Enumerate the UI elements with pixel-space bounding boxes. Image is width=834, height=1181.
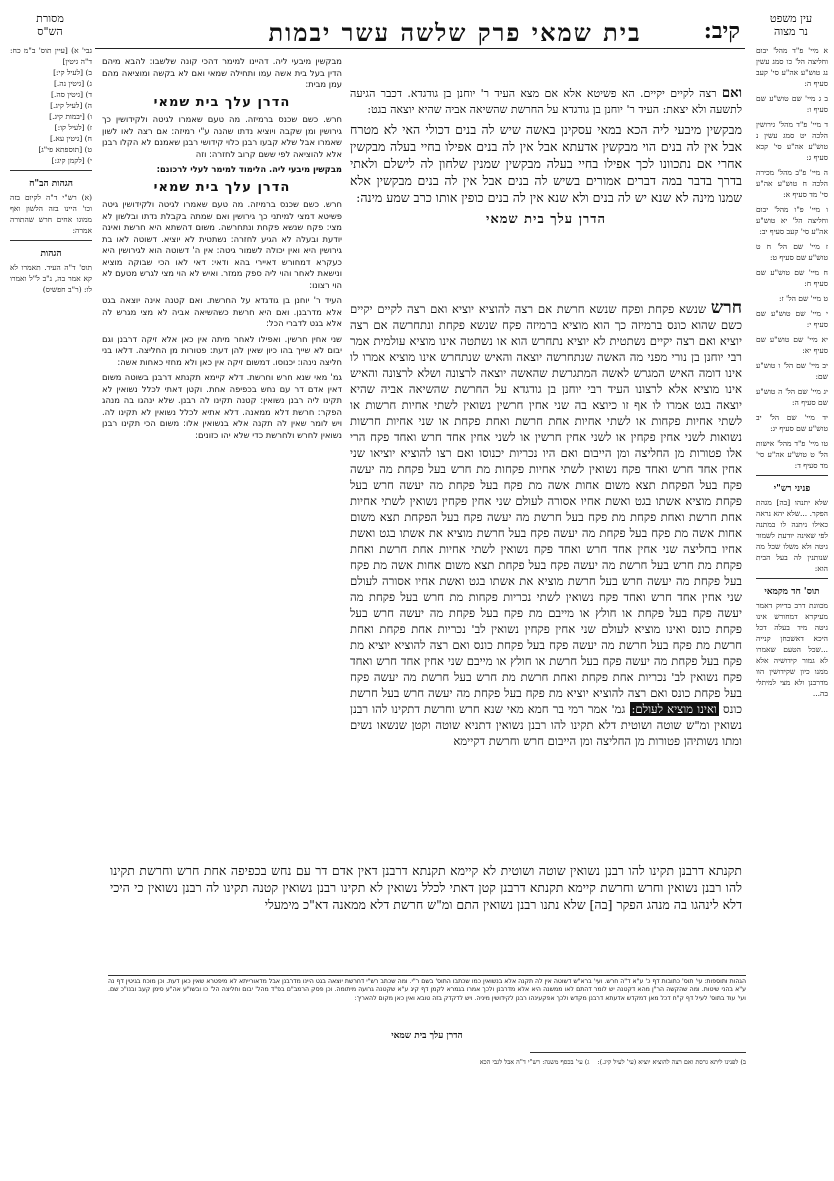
ein-mishpat-item: ט מיי' שם הל' ז: (779, 294, 828, 303)
footnote-note-b: ג) עי' בכסף משנה: רש"י ד"ה אבל לגבי הכא (479, 1058, 590, 1066)
gemara-top-p1-text: רצה לקיים יקיים. הא פשיטא אלא אם מצא העיד ר' יוחנן בן גודגדא. דכבר הגיעה לתשעה ולא יצאת: העיד ר' יוחנן בן גודגדא על החרשת שהשיאה אביה שהיא יוצאה בגט: (350, 87, 742, 116)
mishnah-opening: חרש (710, 300, 742, 318)
mesoret-list (10, 45, 92, 166)
footnote-notes (108, 1058, 746, 1067)
tosafot-right-title: תוס' חד מקמאי (764, 587, 820, 597)
hagahot-habach-box (10, 170, 92, 236)
ein-mishpat-item: ו מיי' פ"ו מהל' יבום וחליצה הל' יא טוש"ע אה"ע סי' קעב סעיף יב: (756, 205, 828, 236)
mesoret-item: ג) [גיטין נה.] (53, 79, 92, 88)
rashi-hadran: הדרן עלך בית שמאי (153, 94, 291, 110)
mesoret-heading: מסורת הש"ס (36, 12, 64, 38)
ein-mishpat-list (756, 45, 828, 471)
mesoret-item: ב) [לעיל קי:] (53, 68, 92, 77)
ein-mishpat-item: יד מיי' שם הל' יב טוש"ע שם סעיף יג: (756, 413, 828, 433)
mesoret-item: ח) [גיטין עא.] (50, 134, 92, 143)
gemara-top (350, 86, 742, 286)
footnotes: הגהות ותוספות: עי' תוס' כתובות דף כ' ע"א ד"ה חרש. ועי' ברא"ש דשוטה אין לה תקנה אלא בנשואין כמו שכתבו התוס' בשם ר"י. ומה שכתב רש"י דחרשת יוצאה בגט היינו מדרבנן אבל מדאורייתא לא מיפטרא שאין כאן דעת. וכן מוכח בגיטין דף נה ע"א בהני שיטות. ומה שהקשה הר"ן מהא דקטנה יש לומר דהתם לאו ממשנה היא אלא מדרבנן ולכך אמרו בגמרא לקמן דף קיג ע"א שקטנה גרועה מיתומה. וכן פסק הרמב"ם בפ"ד מהל' יבום וחליצה הל' כו ובשו"ע אה"ע סימן קעב ובנו"כ שם. ועי' עוד בתוס' לעיל דף ק"ח דכל מאן דמקדש אדעתא דרבנן מקדש ולכך אפקעינהו רבנן לקידושין מיניה. ויש לדקדק בזה טובא ואין כאן מקום להאריך: (108, 978, 746, 1002)
page-title: בית שמאי פרק שלשה עשר יבמות (268, 18, 642, 47)
ein-mishpat-item: ז מיי' שם הל' ח ט טוש"ע שם סעיף ט: (756, 242, 828, 262)
mesoret-item: ה) [לעיל קיג.] (50, 101, 92, 110)
ein-mishpat-item: א מיי' פ"ד מהל' יבום וחליצה הל' כו סמג עשין נג טוש"ע אה"ע סי' קעב סעיף ה: (756, 46, 828, 88)
ein-mishpat-item: טו מיי' פ"ד מהל' אישות הל' ט טוש"ע אה"ע סי' מד סעיף ד: (756, 439, 828, 470)
hagahot-habach-text: (א) רש"י ד"ה לקיום בזה וכו' היינו בזה הלשון ואף ממוגו אחים חרש שהתורה אמרה: (10, 193, 92, 235)
ein-mishpat-item: ח מיי' שם טוש"ע שם סעיף ח: (756, 268, 828, 288)
mesoret-column (10, 45, 92, 665)
rashi-block (102, 56, 342, 160)
hadran-main: הדרן עלך בית שמאי (485, 212, 607, 227)
ein-mishpat-item: יא מיי' שם טוש"ע שם סעיף יא: (756, 335, 828, 355)
footnote-divider (108, 975, 746, 976)
mesoret-item: ט) [תוספתא פי"ג] (38, 145, 92, 154)
footnote-note-a: ב) לפנינו ליתא גרסת ואם רצה להוציא יוציא (עי' לעיל קיג.): (597, 1058, 746, 1066)
gemara-top-p1 (350, 86, 742, 117)
hagahot-box (10, 240, 92, 295)
ein-mishpat-item: יב מיי' שם הל' ו טוש"ע שם: (756, 361, 828, 381)
ein-mishpat-item: יג מיי' שם הל' ה טוש"ע שם סעיף ה: (756, 387, 828, 407)
mesoret-item: ז) [לעיל קו:] (54, 123, 92, 132)
opening-word: ואם (721, 86, 742, 101)
tosafot-p6: גמ' מאי שנא חרש וחרשת. דלא קיימא תקנתא דרבנן בשוטה משום דאין אדם דר עם נחש בכפיפה אחת. וקטן דאתי לכלל נשואין לא תקינו ליה רבנן נשואין: קטנה תקינו לה רבנן. שלא ינהגו בה מנהג הפקר: חרשת דלא ממאנה. דלא אתיא לכלל נשואין לא תקינו לה. ויש לומר שאין לה תקנה אלא בנשואין אלו: משום הכי תקינו רבנן נשואין לחרש ולחרשת כדי שלא יהו כזונים: (102, 372, 342, 440)
ein-mishpat-item: י מיי' שם טוש"ע שם סעיף י: (756, 309, 828, 329)
footnote-divider-2 (530, 1052, 746, 1053)
gemara-bottom-text: תקנתא דרבנן תקינו להו רבנן נשואין שוטה ושוטית לא קיימא תקנתא דרבנן דאין אדם דר עם נחש בכפיפה אחת חרש וחרשת תקינו להו רבנן נשואין וחרש וחרשת קיימא תקנתא דרבנן קטן דאתי לכלל נשואין לא תקינו רבנן נשואין קטנה תקינו לה רבנן נשואין כי היכי דלא לינהגו בה מנהג הפקר [בה] שלא נתנו רבנן נשואין התם ומ"ש חרשת דלא ממאנה דא"כ מימעלי (110, 863, 742, 912)
tosafot-p1: מבקשין מיבעי ליה. הלימוד למימר לעלי לרכונם: (156, 164, 342, 174)
mishnah-text: שנשא פקחת ופקח שנשא חרשת אם רצה להוציא יוציא ואם רצה לקיים יקיים כשם שהוא כונס ברמיזה כך הוא מוציא ברמיזה פקח שנשא פקחת ונתחרשה אם רצה יוציא ואם רצה יקיים נשתטית לא יוציא נתחרש הוא או נשתטה אינו מוציא עולמית אמר רבי יוחנן בן נורי מפני מה האשה שנתחרשה יוצאה והאיש שנתחרש אינו מוציא אמרו לו אינו דומה האיש המגרש לאשה המתגרשת שהאשה יוצאה לרצונה ושלא לרצונה והאיש אינו מוציא אלא לרצונו העיד רבי יוחנן בן גודגדא על החרשת שהשיאה אביה שהיא יוצאה בגט אמרו לו אף זו כיוצא בה שני אחין חרשין נשואין לשתי אחיות חרשות או לשתי אחיות פקחות או לשתי אחיות אחת חרשת ואחת פקחת או שני אחיות חרשות נשואות לשני אחין פקחין או לשני אחין חרשין או לשני אחין אחד חרש ואחד פקח הרי אלו פטורות מן החליצה ומן הייבום ואם היו נכריות יכנוסו ואם רצו להוציא יוציאו שני אחין אחד חרש ואחד פקח נשואין לשתי אחיות פקחות מת חרש בעל פקחת מה יעשה פקח בעל הפקחת תצא משום אחות אשה מת פקח בעל פקחת מה יעשה חרש בעל פקחת מוציא אשתו בגט ואשת אחיו אסורה לעולם שני אחין פקחין נשואין לשתי אחיות אחת חרשת ואחת פקחת מת פקח בעל חרשת מה יעשה פקח בעל הפקחת תצא משום אחות אשה מת פקח בעל פקחת מה יעשה פקח בעל חרשת מוציא את אשתו בגט ואשת אחיו בחליצה שני אחין אחד חרש ואחד פקח נשואין לשתי אחיות אחת חרשת ואחת פקחת מת חרש בעל חרשת מה יעשה פקח בעל פקחת תצא משום אחות אשה מת פקח בעל פקחת מה יעשה חרש בעל חרשת מוציא את אשתו בגט ואשת אחיו אסורה לעולם שני אחין אחד חרש ואחד פקח נשואין לשתי נכריות פקחות מת חרש בעל פקחת מה יעשה פקח בעל פקחת או חולץ או מייבם מת פקח בעל פקחת מה יעשה חרש בעל פקחת כונס ואינו מוציא לעולם שני אחין פקחין נשואין לב' נכריות אחת פקחת ואחת חרשת מת פקח בעל חרשת מה יעשה פקח בעל פקחת כונס ואם רצה להוציא יוציא מת פקח בעל פקחת מה יעשה פקח בעל חרשת או חולץ או מייבם שני אחין אחד חרש ואחד פקח נשואין לב' נכריות אחת פקחת ואחת חרשת מת חרש בעל חרשת מה יעשה פקח בעל פקחת כונס ואם רצה להוציא יוציא מת פקח בעל פקחת מה יעשה חרש בעל חרשת כונס (350, 302, 742, 716)
ein-mishpat-heading: עין משפט נר מצוה (769, 12, 813, 38)
mesoret-item: ו) [יבמות קיג.] (49, 112, 92, 121)
tosafot-p4: העיד ר' יוחנן בן גודגדא על החרשת. ואם קטנה אינה יוצאה בגט אלא מדרבנן. ואם היא חרשת כשהשיאה אביה לא מצי מגרש לה אלא בגט לדברי הכל: (102, 295, 342, 328)
tosafot-hadran: הדרן עלך בית שמאי (153, 179, 291, 195)
footnote-hadran: הדרן עלך בית שמאי (391, 1031, 463, 1041)
pnei-rashi-text: שלא יתנהו [בה] מגהת הפקר. ...שלא יהא נראה כאילו ניתנה לו במתנה לפי שאינה יודעת לשמור גיטה ולא משלו שכל מה שנותנין לה בעל הבית הוא: (756, 498, 828, 573)
mesoret-item: י) [לקמן קיג:] (51, 156, 92, 165)
hagahot-habach-title: הגהות הב"ח (29, 179, 73, 189)
header-divider (95, 48, 745, 49)
rashi-p2: חרש. כשם שכנס ברמיזה. מה טעם שאמרו לגיטה ולקידושין כך גירושין ומן שקבה ויוציא נדתו שהנה ע"י רמיזה: אם רצה לאו לשון שאמרו אבל שלא קבעו רבנן כלוי קידושי רבנן שאמנם לא הקלו רבנן אלא להוציאה לפי ששם קרוב לחזרה: וזה (102, 114, 342, 159)
ein-mishpat-column (756, 45, 828, 765)
tosafot-right-text: מכוונת דרב בדיוק דאמר מעיקרא דמחורש אינו גיטה מיד בעלה דכל היכא דאשכחן קנייה ...שכל הטעם שאמרו לא גמור קידושיה אלא ממנו כיון שקידושין הוו מדרבנן ולא מצי למיתלי בה... (756, 601, 828, 698)
gemara-bottom (110, 862, 742, 972)
hagahot-text: תוס' ד"ה העיד. תאמרו לא קא אמר בה, נ"ב ל"ל ואמרו לו: (ר"ב חפשיס) (10, 263, 92, 294)
ein-mishpat-item: ב ג מיי' שם טוש"ע שם סעיף ו: (756, 94, 828, 114)
mishnah-p1 (350, 300, 742, 749)
tosafot-p3: חרש. כשם שכנס ברמיזה. מה טעם שאמרו לגיטה ולקידושין גיטה פשיטא דמצי למיתני כך גירושין ואם שמתה בקבלת נדתו ובלשון לא מצי: פקח שנשא פקחת ונתחרשה. משום דהשתא היא חרשת ואינה יודעת ובעלה לא הגיע לחזרה: נשתטית לא יוציא. דשוטה לאו בת גירושין היא ואין יכולה לשמור גיטה: אין ה' דשוטה הוא לגירושין היא כעקרא דמחורש דאיירי בהא ודאי: דאי לאו הכי שבוקה מוציא ונישאת לאחר והוי ליה ספק ממזר. ואיש לא הוי מצי לגרש מטעם לא הוי רצונו: (102, 199, 342, 290)
ein-mishpat-item: ד מיי' פ"ד מהל' גירושין הלכה יט סמג עשין נ טוש"ע אה"ע סי' קכא סעיף ג: (756, 120, 828, 162)
pnei-rashi-title: פניני רש"י (773, 484, 811, 494)
daf-number: קיב: (703, 18, 740, 44)
rashi-p1: מבקשין מיבעי ליה. דהיינו למימר דהכי קונה שלשבו: להבא מיהם הדין בעל בית אשה עמו ותחילה שמאי ואם לא בקשה ומוציאה מהם עמן מבית: (102, 56, 342, 89)
hagahot-title: הגהות (40, 249, 62, 259)
tosafot-p5: שני אחין חרשין. ואפילו לאחר מיתה אין כאן אלא זיקה דרבנן וגם יבום לא שייך בהו כיון שאין להן דעת: פטורות מן החליצה. דלאו בני חליצה נינהו: יכנוסו. דמשום זיקה אין כאן ולא מחזי כאחות אשה: (102, 333, 342, 367)
ein-mishpat-item: ה מיי' פ"ב מהל' מכירה הלכה ח טוש"ע אה"ע סי' מד סעיף א: (756, 168, 828, 199)
pnei-rashi-box (756, 475, 828, 574)
gemara-top-p2: מבקשין מיבעי ליה הכא במאי עסקינן באשה שיש לה בנים דכולי האי לא מטרח אבל אין לה בנים הוי מבקשין אדעתא אבל אין לה בנים אפילו בחיי בעלה מבקשין אחרי אם נתכוונו לכך אפילו בחיי בעלה מבקשין שמנין שלחון לה לישלם ולאתי בדרך בדבר במה דברים אמורים בשיש לה בנים אבל אין לה בנים מבקשין אלא שמנו מינה לא שנא יש לה בנים ולא שנא אין לה בנים כופין אותו כרב שמע מינה: (350, 122, 742, 205)
tosafot-column (102, 56, 342, 864)
gemara-start: גמ' אמר רמי בר חמא מאי שנא חרש וחרשת דתקינו להו רבנן נשואין ומ"ש שוטה ושוטית דלא תקינו להו רבנן נשואין דתניא שוטה וקטן שנשאו נשים ומתו נשותיהן פטורות מן החליצה ומן הייבום חרש וחרשת דקיימא (350, 702, 742, 748)
mesoret-item: ד) [גיטין סה.] (51, 90, 92, 99)
highlighted-text: ואינו מוציא לעולם: (631, 702, 717, 716)
mishnah-body (350, 300, 742, 860)
mesoret-item: גבי' א) [עיין תוס' ב"מ כח: ד"ה גיטין] (10, 46, 92, 66)
tosafot-right-box (756, 578, 828, 699)
